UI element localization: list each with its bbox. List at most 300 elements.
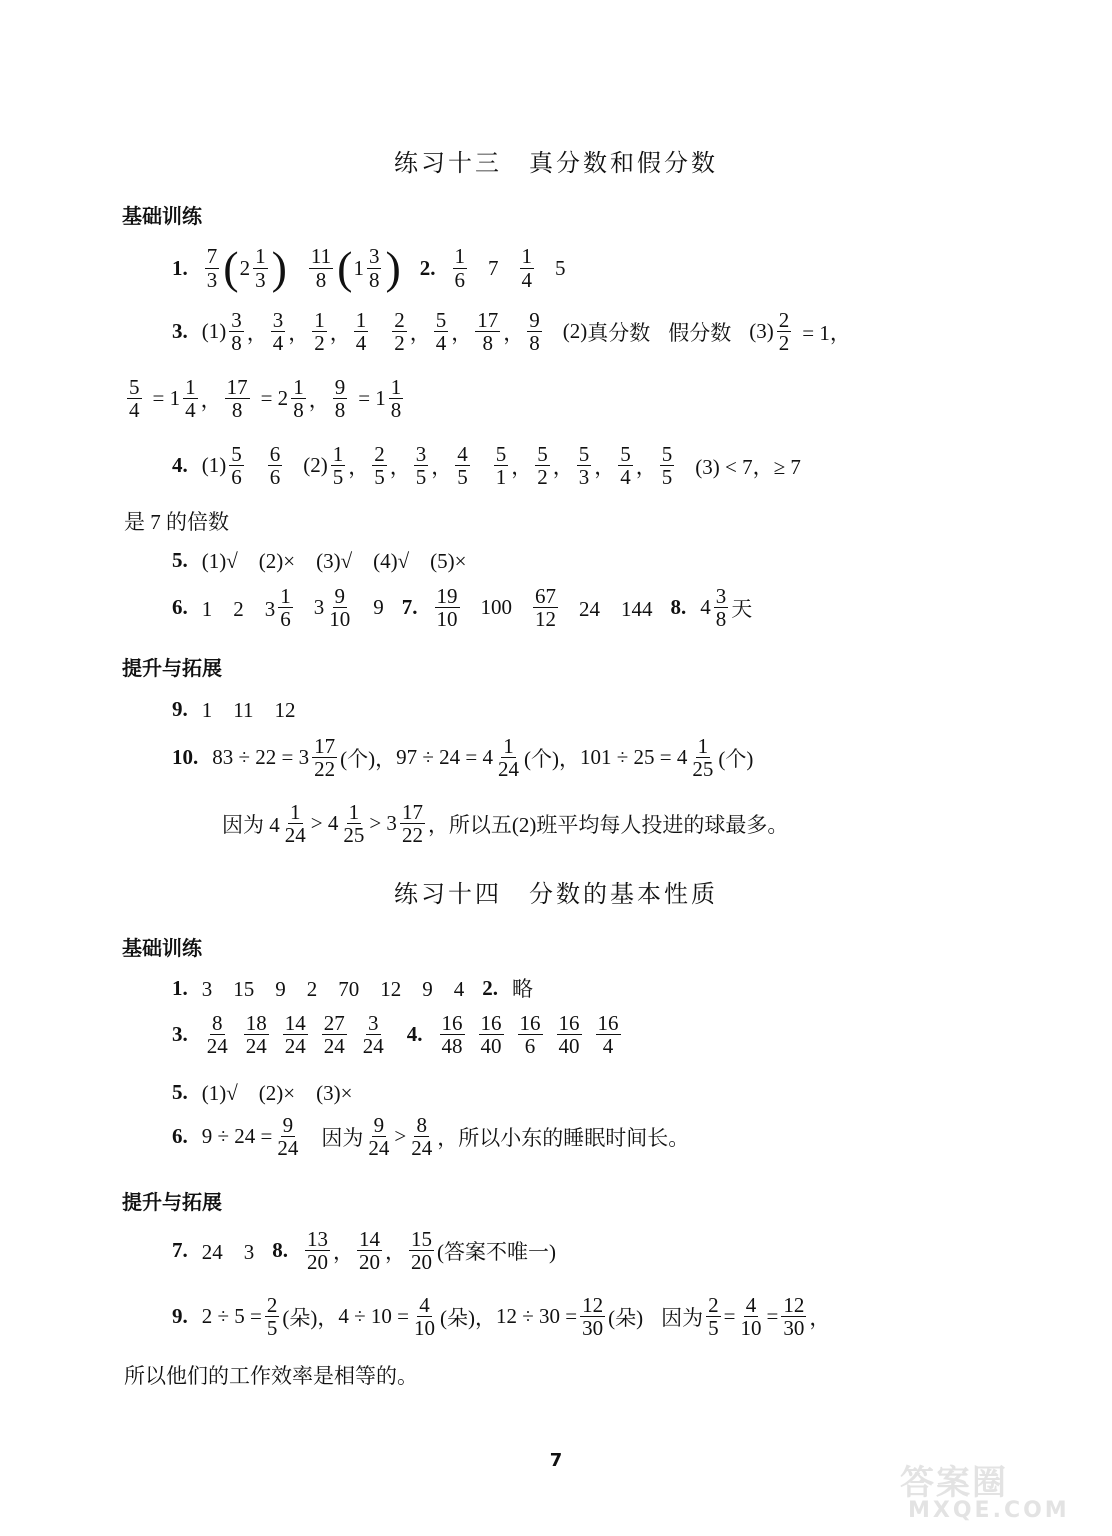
answer-row-4-cont: 是 7 的倍数 — [124, 510, 229, 534]
text-segment: ， — [594, 454, 616, 479]
fraction — [361, 1012, 386, 1057]
fraction — [557, 1012, 582, 1057]
text-segment: 19 — [436, 584, 458, 608]
fraction — [434, 309, 449, 354]
text-segment: 67 — [535, 584, 556, 608]
text-segment: 101 ÷ 25 = 4 — [580, 745, 688, 770]
text-segment: 6 — [524, 1034, 536, 1059]
fraction — [494, 443, 509, 488]
answer-row-9 — [172, 694, 295, 724]
text-segment: ，所以五(2)班平均每人投进的球最多。 — [427, 812, 789, 837]
text-segment: 2 — [266, 1293, 278, 1317]
fraction — [305, 1228, 330, 1273]
text-segment: 5 — [129, 375, 140, 399]
text-segment: 6 — [231, 465, 242, 490]
text-segment: 5 — [661, 442, 673, 466]
text-segment: 因为 4 — [222, 812, 280, 837]
text-segment: ) — [271, 242, 287, 293]
text-segment: ， — [552, 454, 574, 479]
text-segment: 20 — [411, 1250, 432, 1275]
text-segment: 10 — [740, 1316, 762, 1341]
fraction — [409, 1114, 434, 1159]
text-segment: 4 — [129, 398, 140, 423]
answer-b7 — [172, 1228, 556, 1273]
text-segment: 3 — [206, 267, 218, 292]
text-segment: 24 — [284, 823, 306, 848]
text-segment: 6 — [454, 267, 466, 292]
text-segment: 14 — [359, 1227, 380, 1251]
text-segment: 4 — [745, 1293, 757, 1317]
text-segment: 7 — [488, 255, 499, 280]
fraction — [331, 443, 346, 488]
text-segment: (个)， — [524, 746, 580, 771]
text-segment: 5 — [708, 1316, 719, 1341]
text-segment: 5. — [172, 547, 188, 572]
text-segment: 30 — [582, 1316, 604, 1341]
text-segment: 8 — [482, 331, 493, 356]
text-segment: 5 — [457, 465, 468, 490]
text-segment: (个) — [718, 746, 754, 771]
text-segment: 5 — [555, 255, 566, 280]
text-segment: 1 — [353, 255, 364, 280]
fraction — [275, 1114, 300, 1159]
fraction — [229, 443, 244, 488]
fraction — [322, 1012, 347, 1057]
text-segment: 4 — [457, 442, 468, 466]
text-segment: 1 — [495, 465, 507, 490]
text-segment: 16 — [480, 1011, 502, 1035]
text-segment: 1 — [280, 584, 291, 608]
fraction — [183, 376, 198, 421]
text-segment: 5. — [172, 1079, 188, 1104]
text-segment: 1 — [293, 375, 304, 399]
text-segment: 12 — [582, 1293, 604, 1317]
text-segment: 1 — [503, 734, 514, 758]
fraction — [412, 1294, 437, 1339]
text-segment: ) — [385, 242, 401, 293]
text-segment: 5 — [661, 465, 673, 490]
text-segment: 3 — [255, 267, 266, 292]
answer-row-10 — [172, 735, 753, 780]
text-segment: 4. — [406, 1022, 423, 1047]
fraction — [520, 245, 535, 290]
text-segment: 1 11 12 — [201, 698, 296, 722]
fraction — [229, 309, 244, 354]
text-segment: 2 — [394, 331, 405, 356]
text-segment: 97 ÷ 24 = 4 — [396, 745, 493, 770]
text-segment: 24 — [323, 1034, 345, 1059]
text-segment: 4 — [521, 267, 533, 292]
answer-row-4 — [172, 443, 801, 488]
text-segment: 24 3 — [201, 1239, 255, 1264]
text-segment: 20 — [359, 1250, 380, 1275]
text-segment: 3 — [415, 442, 427, 466]
text-segment: 8 — [293, 398, 304, 423]
fraction — [453, 245, 468, 290]
fraction — [225, 376, 250, 421]
text-segment: (1)√ (2)× (3)× — [201, 1081, 353, 1105]
text-segment: ， — [635, 454, 657, 479]
fraction — [781, 1294, 806, 1339]
watermark-logo: 答案圈 — [900, 1463, 1008, 1503]
text-segment: ， — [389, 454, 411, 479]
fraction — [518, 1012, 543, 1057]
text-segment: ， — [451, 320, 473, 345]
answer-b6 — [172, 1114, 689, 1159]
text-segment: 24 — [206, 1034, 228, 1059]
fraction — [205, 1012, 230, 1057]
text-segment: ( — [337, 242, 353, 293]
text-segment: 6. — [172, 1124, 188, 1149]
text-segment: 5 — [495, 442, 507, 466]
text-segment: 3 — [715, 584, 727, 608]
text-segment: ， — [809, 1305, 831, 1330]
text-segment: 3 — [368, 1011, 379, 1035]
text-segment: 5 — [537, 442, 548, 466]
fraction — [357, 1228, 382, 1273]
text-segment: 1 — [185, 375, 196, 399]
text-segment: ， — [511, 454, 533, 479]
text-segment: 12 ÷ 30 = — [496, 1304, 578, 1329]
text-segment: ， — [200, 387, 222, 412]
text-segment: 2 — [394, 308, 405, 332]
fraction — [738, 1294, 763, 1339]
text-segment: 假分数 — [668, 320, 732, 345]
text-segment: 24 — [411, 1136, 433, 1161]
text-segment: 24 — [362, 1034, 384, 1059]
text-segment: 1 — [255, 244, 266, 269]
text-segment: (1) — [201, 453, 227, 478]
text-segment: 40 — [558, 1034, 580, 1059]
fraction — [291, 376, 306, 421]
text-segment: (朵) — [608, 1305, 644, 1330]
text-segment: ，所以小东的睡眠时间长。 — [437, 1125, 690, 1150]
text-segment: 略 — [512, 977, 533, 1001]
text-segment: 4 — [419, 1293, 430, 1317]
text-segment: 4. — [172, 453, 188, 478]
fraction — [535, 443, 550, 488]
text-segment: 6. — [172, 595, 188, 620]
text-segment: 24 — [368, 1136, 390, 1161]
text-segment: (3) < 7，≥ 7 — [695, 454, 801, 479]
text-segment: 5 — [435, 308, 447, 332]
text-segment: 16 — [558, 1011, 580, 1035]
text-segment: 17 — [226, 375, 248, 399]
text-segment: ， — [431, 454, 453, 479]
fraction — [392, 309, 407, 354]
text-segment: 1 — [454, 244, 466, 269]
text-segment: 83 ÷ 22 = 3 — [212, 745, 310, 770]
text-segment: 8. — [272, 1238, 288, 1263]
text-segment: 2 — [239, 255, 251, 280]
fraction — [265, 1294, 280, 1339]
text-segment: 2. — [482, 975, 498, 1000]
text-segment: 24 — [498, 757, 519, 782]
text-segment: 8. — [670, 595, 687, 620]
text-segment: 8 — [231, 331, 242, 356]
text-segment: = 1 — [358, 386, 386, 411]
text-segment: 3 — [272, 308, 284, 332]
fraction — [312, 735, 337, 780]
text-segment: 40 — [480, 1034, 502, 1059]
text-segment: 1 — [390, 375, 402, 399]
text-segment: 1 2 3 — [201, 596, 276, 621]
text-segment: 22 — [314, 757, 336, 782]
text-segment: 8 — [212, 1011, 223, 1035]
fraction — [577, 443, 592, 488]
text-segment: 9. — [172, 1304, 188, 1329]
text-segment: 因为 — [661, 1305, 704, 1330]
text-segment: = 1 — [152, 386, 181, 411]
text-segment: 2 — [314, 331, 325, 356]
text-segment: 2 — [778, 331, 790, 356]
fraction — [618, 443, 633, 488]
text-segment: 8 — [416, 1113, 427, 1137]
fraction — [455, 443, 470, 488]
answer-row-3 — [172, 309, 851, 354]
text-segment: 14 — [284, 1011, 306, 1035]
text-segment: 4 — [435, 331, 447, 356]
text-segment: ， — [348, 454, 370, 479]
text-segment: = — [766, 1304, 779, 1329]
answer-b1 — [172, 973, 533, 1003]
fraction — [341, 801, 366, 846]
fraction — [409, 1228, 434, 1273]
text-segment: 5 — [231, 442, 242, 466]
text-segment: > 3 — [369, 811, 397, 836]
fraction — [312, 309, 327, 354]
text-segment: 1 — [348, 800, 360, 824]
text-segment: 3 — [578, 465, 590, 490]
text-segment: 2 — [374, 442, 385, 466]
text-segment: 16 — [597, 1011, 619, 1035]
fraction — [527, 309, 542, 354]
text-segment: (3) — [749, 319, 774, 344]
fraction — [278, 585, 293, 630]
text-segment: 天 — [731, 596, 753, 621]
title-practice-14: 练习十四 分数的基本性质 — [394, 880, 718, 908]
text-segment: 2 — [537, 465, 548, 490]
text-segment: 2. — [419, 255, 436, 280]
text-segment: 8 — [368, 267, 380, 292]
text-segment: (1) — [201, 319, 227, 344]
text-segment: 1 — [290, 800, 301, 824]
text-segment: ， — [385, 1239, 406, 1264]
text-segment: 1. — [172, 975, 188, 1000]
text-segment: 10 — [414, 1316, 435, 1341]
section-basic-2: 基础训练 — [122, 936, 202, 960]
fraction — [660, 443, 675, 488]
fraction — [127, 376, 142, 421]
answer-row-3-cont — [124, 376, 406, 421]
fraction — [354, 309, 369, 354]
text-segment: ， — [288, 320, 310, 345]
text-segment: 6 — [269, 442, 281, 466]
text-segment: (2) — [303, 453, 328, 478]
text-segment: 2 — [708, 1293, 719, 1317]
text-segment: = — [723, 1304, 736, 1329]
answer-row-6 — [172, 585, 752, 630]
text-segment: 1 — [521, 244, 533, 269]
text-segment: 1 — [332, 442, 344, 466]
text-segment: (答案不唯一) — [437, 1239, 556, 1264]
fraction — [283, 1012, 308, 1057]
text-segment: 9 — [373, 1113, 385, 1137]
text-segment: 17 — [477, 308, 499, 332]
text-segment: 4 — [272, 331, 284, 356]
text-segment: 6 — [269, 465, 281, 490]
text-segment: 4 — [355, 331, 367, 356]
fraction — [268, 443, 283, 488]
text-segment: = 2 — [260, 386, 289, 411]
text-segment: 48 — [441, 1034, 463, 1059]
text-segment: 2 ÷ 5 = — [201, 1304, 262, 1329]
fraction — [690, 735, 715, 780]
text-segment: 3. — [172, 1022, 188, 1047]
fraction — [327, 585, 352, 630]
text-segment: 24 — [245, 1034, 267, 1059]
fraction — [596, 1012, 621, 1057]
text-segment: (个)， — [340, 746, 397, 771]
text-segment: > 4 — [310, 811, 339, 836]
text-segment: 3 — [231, 308, 242, 332]
text-segment: (2) — [562, 319, 588, 344]
text-segment: 17 — [401, 800, 423, 824]
text-segment: 1 — [697, 734, 709, 758]
text-segment: 24 — [284, 1034, 306, 1059]
section-ext-2: 提升与拓展 — [122, 1190, 222, 1214]
fraction — [714, 585, 729, 630]
q-num: 1. — [172, 255, 188, 280]
text-segment: 4 — [620, 465, 631, 490]
text-segment: 8 — [315, 267, 327, 292]
text-segment: 10. — [172, 745, 199, 770]
title-practice-13: 练习十三 真分数和假分数 — [394, 149, 718, 177]
fraction — [389, 376, 404, 421]
fraction — [367, 245, 382, 290]
text-segment: 16 — [441, 1011, 463, 1035]
answer-row-1 — [172, 242, 566, 293]
text-segment: ， — [333, 1239, 354, 1264]
fraction — [205, 245, 220, 290]
text-segment: (1)√ (2)× (3)√ (4)√ (5)× — [201, 549, 467, 573]
fraction — [271, 309, 286, 354]
text-segment: > — [394, 1124, 407, 1149]
section-ext-1: 提升与拓展 — [122, 656, 222, 680]
fraction — [479, 1012, 504, 1057]
text-segment: ， — [329, 320, 351, 345]
text-segment: 16 — [519, 1011, 541, 1035]
fraction — [244, 1012, 269, 1057]
fraction — [777, 309, 792, 354]
fraction — [333, 376, 348, 421]
fraction — [283, 801, 308, 846]
text-segment: 6 — [280, 607, 291, 632]
text-segment: 20 — [307, 1250, 328, 1275]
text-segment: 1 — [355, 308, 367, 332]
fraction — [440, 1012, 465, 1057]
text-segment: (朵)， — [282, 1305, 339, 1330]
text-segment: = 1， — [802, 320, 851, 345]
text-segment: 5 — [578, 442, 590, 466]
answer-row-5 — [172, 545, 466, 575]
text-segment: ， — [308, 387, 330, 412]
fraction — [533, 585, 558, 630]
fraction — [366, 1114, 391, 1159]
fraction — [435, 585, 460, 630]
text-segment: 27 — [323, 1011, 345, 1035]
text-segment: 8 — [715, 607, 727, 632]
text-segment: (朵)， — [440, 1305, 496, 1330]
text-segment: 24 144 — [579, 596, 653, 621]
text-segment: ， — [409, 320, 431, 345]
text-segment: 3. — [172, 319, 188, 344]
text-segment: 17 — [314, 734, 336, 758]
text-segment: 30 — [783, 1316, 805, 1341]
text-segment: 25 — [692, 757, 714, 782]
text-segment: 10 — [329, 607, 351, 632]
text-segment: 22 — [401, 823, 423, 848]
fraction — [253, 245, 268, 290]
text-segment: 8 — [334, 398, 346, 423]
fraction — [309, 245, 333, 290]
text-segment: 9 ÷ 24 = — [201, 1124, 273, 1149]
text-segment: 4 — [700, 595, 711, 620]
fraction — [580, 1294, 605, 1339]
page-number: 7 — [549, 1450, 563, 1471]
text-segment: 8 — [390, 398, 402, 423]
text-segment: 9 — [529, 308, 540, 332]
fraction — [372, 443, 387, 488]
text-segment: 9. — [172, 696, 188, 721]
text-segment: ( — [223, 242, 239, 293]
text-segment: 9 — [334, 375, 346, 399]
fraction — [496, 735, 521, 780]
section-basic-1: 基础训练 — [122, 204, 202, 228]
text-segment: 5 — [266, 1316, 278, 1341]
text-segment: 10 — [436, 607, 458, 632]
text-segment: 5 — [415, 465, 427, 490]
text-segment: 因为 — [321, 1125, 364, 1150]
text-segment: 13 — [307, 1227, 328, 1251]
fraction — [414, 443, 429, 488]
text-segment: 4 ÷ 10 = — [338, 1304, 409, 1329]
text-segment: 11 — [310, 244, 332, 269]
answer-b3 — [172, 1012, 624, 1057]
text-segment: 12 — [535, 607, 556, 632]
text-segment: 4 — [185, 398, 196, 423]
fraction — [400, 801, 425, 846]
text-segment: 3 15 9 2 70 12 9 4 — [201, 977, 465, 1001]
text-segment: 24 — [277, 1136, 299, 1161]
text-segment: 3 — [368, 244, 380, 269]
text-segment: 7. — [172, 1238, 188, 1263]
text-segment: 1 — [314, 308, 325, 332]
text-segment: 7. — [401, 595, 418, 620]
text-segment: 真分数 — [587, 320, 651, 345]
text-segment: ， — [246, 320, 268, 345]
text-segment: 2 — [778, 308, 790, 332]
text-segment: 15 — [411, 1227, 432, 1251]
text-segment: 18 — [245, 1011, 267, 1035]
text-segment: 9 — [373, 595, 384, 620]
text-segment: 8 — [529, 331, 540, 356]
answer-row-10-cont — [222, 801, 788, 846]
text-segment: 4 — [602, 1034, 614, 1059]
text-segment: 100 — [480, 595, 512, 620]
text-segment: 9 — [282, 1113, 294, 1137]
text-segment: 9 — [334, 584, 345, 608]
